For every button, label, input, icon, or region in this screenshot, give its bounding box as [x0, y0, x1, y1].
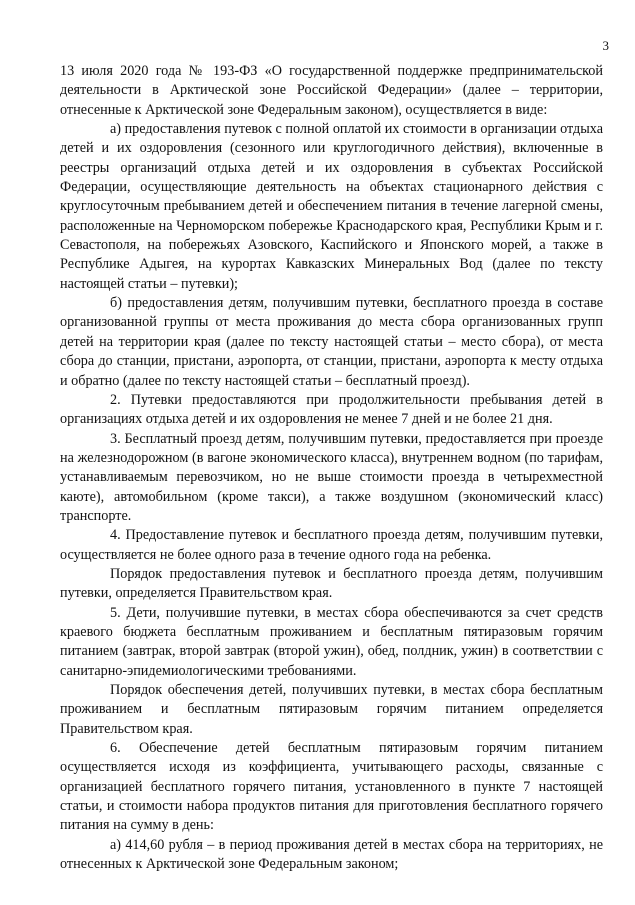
paragraph-item-a-vouchers: а) предоставления путевок с полной оплатой их стоимости в организации отдыха детей и их оздоровления (сезонного или круглогодичного действия), включенные в реестры организаций отдыха детей и их оздоровления в субъектах Российской Федерации, осуществляющие деятельность на объектах стационарного действия с круглосуточным пребыванием детей и обеспечением питания в течение лагерной смены, расположенные на Черноморском побережье Краснодарского края, Республики Крым и г. Севастополя, на побережьях Азовского, Каспийского и Японского морей, а также в Республике Адыгея, на курортах Кавказских Минеральных Вод (далее по тексту настоящей статьи – путевки);: [60, 121, 603, 292]
page-number: 3: [602, 38, 609, 53]
paragraph-point-4-procedure: Порядок предоставления путевок и бесплатного проезда детям, получившим путевки, определяется Правительством края.: [60, 565, 603, 602]
paragraph-item-b-free-travel: б) предоставления детям, получившим путевки, бесплатного проезда в составе организованной группы от места проживания до места сбора организованных групп детей на территории края (далее по тексту настоящей статьи – место сбора), от места сбора до станции, пристани, аэропорта, от станции, пристани, аэропорта к месту отдыха и обратно (далее по тексту настоящей статьи – бесплатный проезд).: [60, 295, 603, 389]
paragraph-point-2: 2. Путевки предоставляются при продолжительности пребывания детей в организациях отдыха детей и их оздоровления не менее 7 дней и не более 21 дня.: [60, 391, 603, 428]
paragraph-point-6-item-a: а) 414,60 рубля – в период проживания детей в местах сбора на территориях, не отнесенных к Арктической зоне Федеральным законом;: [60, 836, 603, 873]
paragraph-point-4: 4. Предоставление путевок и бесплатного проезда детям, получившим путевки, осуществляется не более одного раза в течение одного года на ребенка.: [60, 527, 603, 563]
paragraph-point-3: 3. Бесплатный проезд детям, получившим путевки, предоставляется при проезде на железнодорожном (в вагоне экономического класса), внутреннем водном (по тарифам, устанавливаемым перевозчиком, но не выше стоимости проезда в четырехместной каюте), автомобильном (кроме такси), а также воздушном (экономический класс) транспорте.: [60, 430, 603, 524]
paragraph-point-5-procedure: Порядок обеспечения детей, получивших путевки, в местах сбора бесплатным проживанием и бесплатным пятиразовым горячим питанием определяется Правительством края.: [60, 682, 603, 737]
paragraph-point-6: 6. Обеспечение детей бесплатным пятиразовым горячим питанием осуществляется исходя из коэффициента, учитывающего расходы, связанные с организацией бесплатного горячего питания, установленного в пункте 7 настоящей статьи, и стоимости набора продуктов питания для приготовления бесплатного горячего питания на сумму в день:: [60, 740, 603, 834]
paragraph-intro-continuation: 13 июля 2020 года № 193-ФЗ «О государственной поддержке предпринимательской деятельности в Арктической зоне Российской Федерации» (далее – территории, отнесенные к Арктической зоне Федеральным законом), осуществляется в виде:: [60, 63, 603, 118]
document-body: [60, 62, 603, 874]
paragraph-point-5: 5. Дети, получившие путевки, в местах сбора обеспечиваются за счет средств краевого бюджета бесплатным проживанием и бесплатным пятиразовым горячим питанием (завтрак, второй завтрак (второй ужин), обед, полдник, ужин) в соответствии с санитарно-эпидемиологическими требованиями.: [60, 604, 603, 679]
